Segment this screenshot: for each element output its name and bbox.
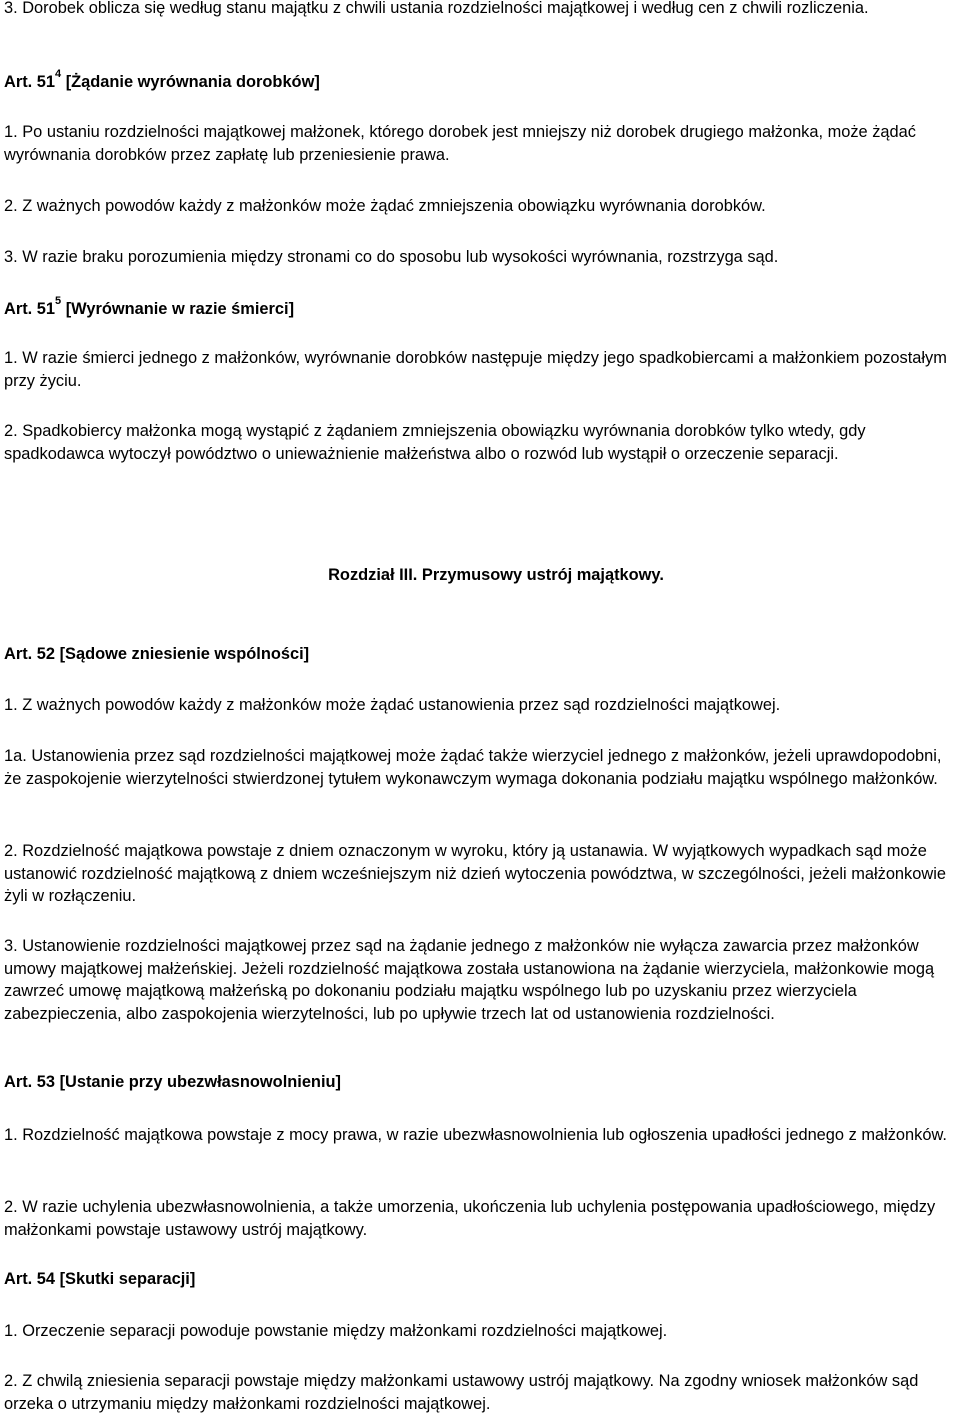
article-superscript: 4 [55, 68, 62, 80]
paragraph-art51-3-3: 3. Dorobek oblicza się według stanu majątku z chwili ustania rozdzielności majątkowej i według cen z chwili rozliczenia. [4, 0, 869, 17]
article-heading-53: Art. 53 [Ustanie przy ubezwłasnowolnieniu] [4, 1073, 341, 1091]
paragraph-art51-5-2: 2. Spadkobiercy małżonka mogą wystąpić z żądaniem zmniejszenia obowiązku wyrównania dorobków tylko wtedy, gdy spadkodawca wytoczył powództwo o unieważnienie małżeństwa albo o rozwód lub wystąpił o orzeczenie separacji. [4, 422, 866, 463]
paragraph-art54-2: 2. Z chwilą zniesienia separacji powstaje między małżonkami ustawowy ustrój majątkowy. Na zgodny wniosek małżonków sąd orzeka o utrzymaniu między małżonkami rozdzielności majątkowej. [4, 1372, 919, 1413]
article-heading-51-4 [4, 68, 320, 94]
article-number: Art. 51 [4, 73, 56, 91]
paragraph-art51-4-1: 1. Po ustaniu rozdzielności majątkowej małżonek, którego dorobek jest mniejszy niż dorobek drugiego małżonka, może żądać wyrównania dorobków przez zapłatę lub przeniesienie prawa. [4, 123, 916, 164]
article-heading-51-5 [4, 295, 295, 321]
article-title: [Wyrównanie w razie śmierci] [61, 300, 295, 318]
paragraph-art53-2: 2. W razie uchylenia ubezwłasnowolnienia, a także umorzenia, ukończenia lub uchylenia postępowania upadłościowego, między małżonkami powstaje ustawowy ustrój majątkowy. [4, 1198, 936, 1239]
paragraph-art51-4-2: 2. Z ważnych powodów każdy z małżonków może żądać zmniejszenia obowiązku wyrównania dorobków. [4, 197, 766, 215]
article-title: [Żądanie wyrównania dorobków] [61, 73, 320, 91]
paragraph-art52-1: 1. Z ważnych powodów każdy z małżonków może żądać ustanowienia przez sąd rozdzielności majątkowej. [4, 696, 781, 714]
paragraph-art51-4-3: 3. W razie braku porozumienia między stronami co do sposobu lub wysokości wyrównania, rozstrzyga sąd. [4, 248, 779, 266]
paragraph-art54-1: 1. Orzeczenie separacji powoduje powstanie między małżonkami rozdzielności majątkowej. [4, 1322, 668, 1340]
article-superscript: 5 [55, 295, 62, 307]
chapter-title: Rozdział III. Przymusowy ustrój majątkowy. [328, 566, 664, 584]
article-number: Art. 51 [4, 300, 56, 318]
paragraph-art52-2: 2. Rozdzielność majątkowa powstaje z dniem oznaczonym w wyroku, który ją ustanawia. W wyjątkowych wypadkach sąd może ustanowić rozdzielność majątkową z dniem wcześniejszym niż dzień wytoczenia powództwa, w szczególności, jeżeli małżonkowie żyli w rozłączeniu. [4, 842, 946, 906]
article-heading-52: Art. 52 [Sądowe zniesienie wspólności] [4, 645, 310, 663]
paragraph-art51-5-1: 1. W razie śmierci jednego z małżonków, wyrównanie dorobków następuje między jego spadkobiercami a małżonkiem pozostałym przy życiu. [4, 349, 947, 390]
paragraph-art52-1a: 1a. Ustanowienia przez sąd rozdzielności majątkowej może żądać także wierzyciel jednego z małżonków, jeżeli uprawdopodobni, że zaspokojenie wierzytelności stwierdzonej tytułem wykonawczym wymaga dokonania podziału majątku wspólnego małżonków. [4, 747, 942, 788]
paragraph-art53-1: 1. Rozdzielność majątkowa powstaje z mocy prawa, w razie ubezwłasnowolnienia lub ogłoszenia upadłości jednego z małżonków. [4, 1126, 947, 1144]
paragraph-art52-3: 3. Ustanowienie rozdzielności majątkowej przez sąd na żądanie jednego z małżonków nie wyłącza zawarcia przez małżonków umowy majątkowej małżeńskiej. Jeżeli rozdzielność majątkowa została ustanowiona na żądanie wierzyciela, małżonkowie mogą zawrzeć umowę majątkową małżeńską po dokonaniu podziału majątku wspólnego lub po uzyskaniu przez wierzyciela zabezpieczenia, albo zaspokojenia wierzytelności, lub po upływie trzech lat od ustanowienia rozdzielności. [4, 937, 935, 1023]
article-heading-54: Art. 54 [Skutki separacji] [4, 1270, 196, 1288]
